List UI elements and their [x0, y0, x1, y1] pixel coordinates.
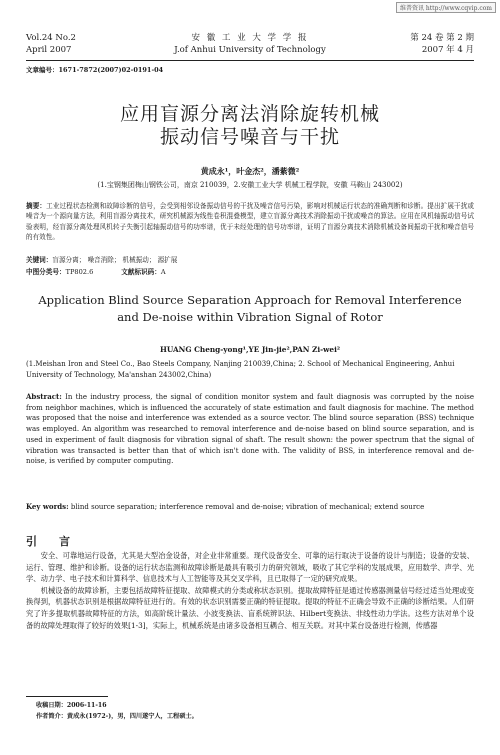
- body-paragraph-1: 安全、可靠地运行设备，尤其是大型冶金设备，对企业非常重要。现代设备安全、可靠的运行取决于设备的设计与制造；设备的安装、运行、管理、维护和诊断。设备的运行状态监测和故障诊断是最具有吸引力的研究领域，吸收了其它学科的发展成果，应用数学、声学、光学、动力学、电子技术和计算科学、信息技术与人工智能等及其交叉学科，且已取得了一定的研究成果。: [26, 551, 474, 584]
- title-en: [0, 292, 500, 326]
- abstract-en-text: In the industry process, the signal of condition monitor system and fault diagnosis was corrupted by the noise from neighbor machines, which is influenced the accurately of state estimation and fault diagnosis for machine. The method was proposed that the noise and interference was extended as a source vector. The blind source separation (BSS) technique was employed. An algorithm was researched to removal interference and de-noise based on blind source separation, and is used in experiment of fault diagnosis for vibration signal of shaft. The result shown: the power spectrum that the signal of vibration was transacted is better than that of which isn't done with. The validity of BSS, in interference removal and de-noise, is verified by computer computing.: [26, 393, 474, 466]
- watermark: 维普资讯 http://www.cqvip.com: [396, 2, 496, 13]
- doc-code: A: [160, 268, 166, 276]
- doc-code-label: 文献标识码：: [121, 268, 161, 276]
- journal-name-cn: 安 徽 工 业 大 学 学 报: [191, 33, 309, 43]
- authors-cn: 黄成永¹，叶金杰²，潘紫微²: [200, 166, 300, 176]
- issue-date-cn: 2007 年 4 月: [421, 45, 474, 55]
- affiliation-en: (1.Meishan Iron and Steel Co., Bao Steels Company, Nanjing 210039,China; 2. School of Mechanical Engineering, Anhui University of Technology, Ma'anshan 243002,China): [26, 360, 455, 379]
- footnote-received: 收稿日期：2006-11-16: [36, 702, 107, 709]
- issue-date: April 2007: [26, 45, 72, 55]
- section-heading-char-1: 引: [26, 535, 37, 548]
- abstract-cn-text: 工业过程状态检测和故障诊断的信号，会受到相邻设备振动信号的干扰及噪音信号污染，影响对机械运行状态的准确判断和诊断。提出扩展干扰或噪音为一个源向量方法，利用盲源分离技术，研究机械源为线性卷积混叠模型，建立盲源分离技术消除振动干扰或噪音的算法。应用在风机轴振动信号试验表明，经盲源分离处理风机转子失衡引起轴振动信号的功率谱，优于未经处理的信号功率谱，证明了盲源分离技术消除机械设备间振动干扰和噪音信号的有效性。: [26, 202, 475, 241]
- footnote-author: 作者简介：黄成永(1972-)，男，四川遂宁人，工程硕士。: [36, 713, 198, 720]
- keywords-cn-label: 关键词：: [26, 256, 53, 264]
- abstract-cn: [26, 201, 474, 242]
- title-en-line1: Application Blind Source Separation Approach for Removal Interference: [38, 293, 462, 307]
- body-paragraph-2: 机械设备的故障诊断，主要包括故障特征提取、故障模式的分类或称状态识别。提取故障特征是通过传感器测量信号经过适当处理或变换得到，机器状态识别是根据故障特征进行的。有效的状态识别需要正确的特征提取。提取的特征不正确会导致不正确的诊断结果。人们研究了许多提取机器故障特征的方法，如高阶统计量法、小波变换法、盲系统辨识法、Hilbert变换法、非线性动力学法。这些方法对单个设备的故障处理取得了较好的效果[1-3]，实际上，机械系统是由诸多设备相互耦合、相互关联。对其中某台设备进行检测，传感器: [26, 585, 474, 630]
- keywords-en-label: Key words:: [26, 502, 69, 511]
- abstract-en: [26, 392, 474, 467]
- keywords-en: [26, 502, 474, 511]
- section-heading-introduction: [26, 533, 70, 549]
- article-number: 文章编号：1671-7872(2007)02-0191-04: [26, 66, 164, 74]
- affiliation-cn: (1.宝钢集团梅山钢铁公司，南京 210039，2.安徽工业大学 机械工程学院，安徽 马鞍山 243002): [97, 181, 403, 189]
- authors-en: HUANG Cheng-yong¹,YE Jin-jie²,PAN Zi-wei²: [159, 345, 341, 354]
- volume: Vol.24 No.2: [26, 33, 76, 43]
- keywords-cn-text: 盲源分离； 噪音消除； 机械振动； 源扩展: [52, 256, 178, 264]
- classification: [26, 266, 166, 276]
- journal-name-en: J.of Anhui University of Technology: [174, 45, 326, 55]
- footnote-rule: [26, 696, 108, 697]
- body-text: [26, 550, 474, 631]
- abstract-en-label: Abstract:: [26, 392, 62, 401]
- clc-code: TP802.6: [65, 268, 94, 276]
- section-heading-char-2: 言: [59, 535, 70, 548]
- header-rule: [26, 60, 474, 61]
- title-cn-line1: 应用盲源分离法消除旋转机械: [119, 103, 380, 125]
- title-cn-line2: 振动信号噪音与干扰: [159, 126, 340, 148]
- abstract-cn-label: 摘要：: [26, 202, 47, 210]
- keywords-cn: [26, 254, 177, 264]
- header-center: [26, 32, 474, 56]
- title-cn: [0, 103, 500, 149]
- title-en-line2: and De-noise within Vibration Signal of Rotor: [117, 310, 383, 324]
- keywords-en-text: blind source separation; interference removal and de-noise; vibration of mechanical; extend source: [68, 503, 425, 511]
- volume-cn: 第 24 卷 第 2 期: [410, 33, 474, 43]
- header-right: [410, 32, 474, 56]
- clc-label: 中图分类号：: [26, 268, 66, 276]
